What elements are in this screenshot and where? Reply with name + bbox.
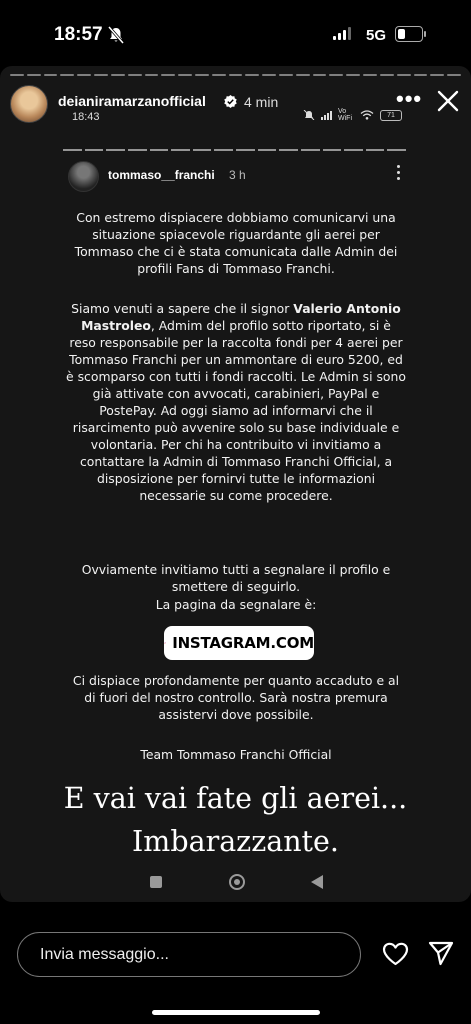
back-icon <box>311 875 323 889</box>
story-caption-line-1: E vai vai fate gli aerei... <box>63 782 408 815</box>
post-paragraph-2 <box>66 300 406 504</box>
home-icon <box>229 874 245 890</box>
avatar[interactable] <box>10 85 48 123</box>
story-progress-bar <box>10 74 461 76</box>
bell-slash-icon <box>108 26 124 49</box>
verified-badge-icon <box>224 95 237 108</box>
heart-icon[interactable] <box>382 942 409 971</box>
network-type: 5G <box>366 27 387 44</box>
story-username[interactable]: deianiramarzanofficial <box>58 93 206 109</box>
post-time-ago: 3 h <box>229 168 246 182</box>
cellular-signal-icon <box>333 27 351 40</box>
post-paragraph-4: Ci dispiace profondamente per quanto accaduto e al di fuori del nostro controllo. Sarà nostra premura assistervi dove possibile. <box>72 673 400 722</box>
post-paragraph-2-end: , Admim del profilo sotto riportato, si è reso responsabile per la raccolta fondi per 4 aerei per Tommaso Franchi per un ammontare di euro 5200, ed è scomparso con tutti i fondi raccolti. Le Admin si sono già attivate con avvocati, carabinieri, PayPal e PostePay. Ad oggi siamo ad informarvi che il risarcimento può avvenire solo su base individuale e volontaria. Per chi ha contribuito vi invitiamo a contattare la Admin di Tommaso Franchi Official, a disposizione per fornirvi tutte le informazioni necessarie su come procedere. <box>66 318 406 503</box>
more-icon[interactable]: ••• <box>396 86 423 111</box>
story-time-ago: 4 min <box>244 94 279 110</box>
link-icon <box>164 633 166 653</box>
link-sticker-label: INSTAGRAM.COM <box>172 634 314 652</box>
battery-icon <box>395 26 423 42</box>
post-signature: Team Tommaso Franchi Official <box>140 747 332 762</box>
message-input[interactable] <box>17 932 361 977</box>
post-paragraph-3: Ovviamente invitiamo tutti a segnalare il profilo e smettere di seguirlo. <box>81 562 391 594</box>
status-time: 18:57 <box>54 24 103 45</box>
avatar[interactable] <box>68 161 99 192</box>
bell-slash-icon <box>303 110 315 120</box>
post-progress-bar <box>63 149 406 151</box>
post-paragraph-3-link-intro: La pagina da segnalare è: <box>155 597 317 612</box>
more-icon[interactable] <box>397 165 401 180</box>
story-caption-line-2: Imbarazzante. <box>132 825 339 858</box>
battery-icon: 71 <box>380 110 402 121</box>
story-inner-time: 18:43 <box>72 111 100 123</box>
home-indicator[interactable] <box>152 1010 320 1015</box>
post-paragraph-1: Con estremo dispiacere dobbiamo comunicarvi una situazione spiacevole riguardante gli aerei per Tommaso che ci è stata comunicata dalle Admin dei profili Fans di Tommaso Franchi. <box>74 210 398 276</box>
post-paragraph-2-start: Siamo venuti a sapere che il signor <box>71 301 294 316</box>
wifi-icon <box>360 110 374 120</box>
post-username[interactable]: tommaso__franchi <box>108 168 215 182</box>
link-sticker[interactable] <box>164 626 314 660</box>
story-mini-status <box>303 108 402 122</box>
vowifi-label: Vo WiFi <box>338 108 352 122</box>
close-icon[interactable] <box>437 90 459 117</box>
admin-name: Valerio Antonio Mastroleo <box>81 301 401 333</box>
cellular-signal-icon <box>321 111 332 120</box>
recent-apps-icon <box>150 876 162 888</box>
send-icon[interactable] <box>428 941 454 971</box>
